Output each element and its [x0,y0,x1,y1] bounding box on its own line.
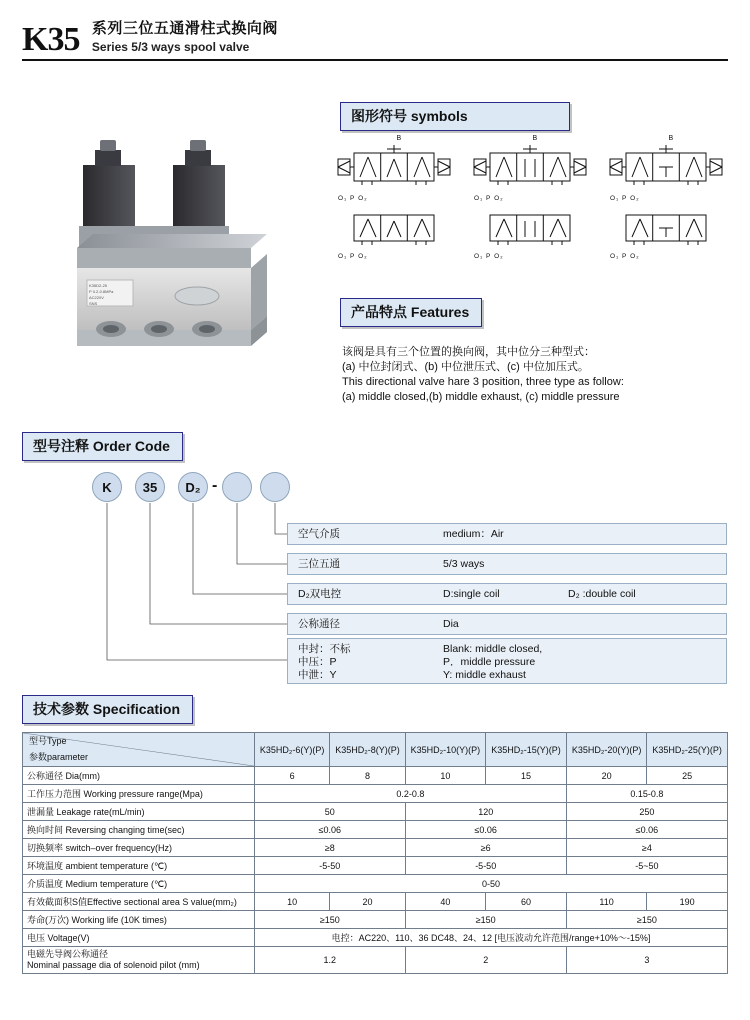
spec-cell: ≤0.06 [255,821,406,839]
spec-cell: ≥150 [405,911,566,929]
spec-cell: 50 [255,803,406,821]
symbol-a1 [332,135,456,202]
header-title-cn: 系列三位五通滑柱式换向阀 [91,20,278,37]
spec-cell: ≥150 [566,911,727,929]
spec-row [23,839,728,857]
symbol-label-b: B [396,135,402,142]
product-photo [55,130,300,360]
order-row-cn-2: 中压：P [298,656,337,668]
spec-cell: 120 [405,803,566,821]
symbol-a2 [468,135,592,202]
spec-column-header: K35HD₂-10(Y)(P) [405,733,486,767]
order-row-cn-3: 中泄：Y [298,669,337,681]
spec-column-header: K35HD₂-15(Y)(P) [486,733,567,767]
order-row-cn: 空气介质 [298,528,340,540]
symbol-label-ports: O₁ P O₂ [610,253,640,260]
order-code-area [22,470,728,681]
spec-row-label: 公称通径 Dia(mm) [23,767,255,785]
order-code-title-en: Order Code [92,438,170,454]
spec-row [23,767,728,785]
spec-cell: 2 [405,947,566,974]
spec-cell: 190 [647,893,728,911]
spec-cell: ≥8 [255,839,406,857]
spec-cell: 1.2 [255,947,406,974]
spec-cell: ≥4 [566,839,727,857]
symbols-row-1 [332,135,732,202]
symbol-a3 [604,135,728,202]
svg-text:AC220V: AC220V [89,295,104,300]
spec-row [23,947,728,974]
features-title-en: Features [410,304,470,320]
spec-row-label: 泄漏量 Leakage rate(mL/min) [23,803,255,821]
order-code-row-ways [287,553,727,575]
spec-row-label: 电压 Voltage(V) [23,929,255,947]
specification-table [22,732,728,974]
spec-cell: -5-50 [405,857,566,875]
spec-cell: ≥150 [255,911,406,929]
order-row-mid: Dia [443,618,459,630]
spec-column-header: K35HD₂-6(Y)(P) [255,733,330,767]
order-code-circle-35: 35 [135,472,165,502]
header-titles [92,20,278,57]
spec-title-en: Specification [92,701,181,717]
spec-row [23,929,728,947]
header-divider [22,59,728,61]
spec-cell: 25 [647,767,728,785]
spec-cell: 电控：AC220、110、36 DC48、24、12 [电压波动允许范围/range+10%～-15%] [255,929,728,947]
spec-row [23,911,728,929]
spec-row-label: 工作压力范围 Working pressure range(Mpa) [23,785,255,803]
order-code-row-medium [287,523,727,545]
features-title-cn: 产品特点 [351,304,407,320]
spec-cell: 40 [405,893,486,911]
features-title [340,298,482,327]
spec-cell: ≤0.06 [566,821,727,839]
svg-text:P 0.2-0.8MPa: P 0.2-0.8MPa [89,289,114,294]
order-row-en-2: P．middle pressure [443,656,536,668]
spec-row [23,893,728,911]
order-row-right: D₂ :double coil [568,588,636,600]
order-code-row-middle-type [287,638,727,684]
spec-row-label: 切换频率 switch–over frequency(Hz) [23,839,255,857]
symbols-grid [332,135,732,260]
symbol-label-ports: O₁ P O₂ [474,253,504,260]
order-code-title-cn: 型号注释 [33,438,89,454]
spec-row-label: 介质温度 Medium temperature (℃) [23,875,255,893]
order-row-mid: medium：Air [443,528,504,540]
svg-text:K35D2-25: K35D2-25 [89,283,108,288]
spec-cell: 10 [405,767,486,785]
symbols-row-2 [332,209,732,260]
order-code-title [22,432,183,461]
spec-cell: 110 [566,893,647,911]
spec-cell: -5~50 [566,857,727,875]
spec-cell: 60 [486,893,567,911]
spec-row-label: 寿命(万次) Working life (10K times) [23,911,255,929]
spec-cell: 0.2-0.8 [255,785,567,803]
features-line-2: (a) 中位封闭式、(b) 中位泄压式、(c) 中位加压式。 [342,361,589,373]
features-text [342,345,732,405]
spec-cell: 0-50 [255,875,728,893]
order-code-row-coil [287,583,727,605]
spec-column-header: K35HD₂-25(Y)(P) [647,733,728,767]
spec-row-label: 换向时间 Reversing changing time(sec) [23,821,255,839]
symbol-b1 [332,209,456,260]
spec-column-header: K35HD₂-8(Y)(P) [330,733,405,767]
spec-row [23,785,728,803]
symbol-b2 [468,209,592,260]
spec-row [23,821,728,839]
spec-cell: ≤0.06 [405,821,566,839]
symbol-b3 [604,209,728,260]
model-name: K35 [22,21,80,58]
order-row-mid: 5/3 ways [443,558,485,570]
spec-row-label: 环境温度 ambient temperature (℃) [23,857,255,875]
spec-column-header: K35HD₂-20(Y)(P) [566,733,647,767]
order-row-en-3: Y: middle exhaust [443,669,526,681]
symbol-label-ports: O₁ P O₂ [338,253,368,260]
order-code-dash: - [212,477,218,494]
spec-row [23,857,728,875]
symbol-label-b: B [532,135,538,142]
order-code-row-dia [287,613,727,635]
spec-row-label: 电磁先导阀公称通径 Nominal passage dia of solenoid pilot (mm) [23,947,255,974]
order-row-cn: 公称通径 [298,618,340,630]
order-code-circle-k: K [92,472,122,502]
spec-cell: 20 [330,893,405,911]
symbols-title [340,102,570,131]
spec-row-label: 有效截面积S值Effective sectional area S value(mm₂) [23,893,255,911]
spec-cell: 20 [566,767,647,785]
spec-cell: 10 [255,893,330,911]
spec-row [23,875,728,893]
spec-cell: 8 [330,767,405,785]
order-row-cn-1: 中封：不标 [298,643,351,655]
svg-text:SNS: SNS [89,301,98,306]
header-title-en: Series 5/3 ways spool valve [91,40,250,54]
spec-row [23,803,728,821]
order-row-mid: D:single coil [443,588,500,600]
order-row-cn: 三位五通 [298,558,340,570]
features-line-4: (a) middle closed,(b) middle exhaust, (c) middle pressure [342,391,620,403]
symbol-label-ports: O₁ P O₂ [474,195,504,202]
spec-cell: 3 [566,947,727,974]
symbols-title-en: symbols [410,108,468,124]
spec-cell: 15 [486,767,567,785]
specification-title [22,695,193,724]
symbol-label-ports: O₁ P O₂ [338,195,368,202]
symbol-label-b: B [668,135,674,142]
symbol-label-ports: O₁ P O₂ [610,195,640,202]
order-code-circle-d2: D₂ [178,472,208,502]
page-header [22,20,728,61]
spec-cell: -5-50 [255,857,406,875]
spec-header-row [23,733,728,767]
spec-header-corner: 型号Type 参数parameter [23,733,255,767]
spec-cell: ≥6 [405,839,566,857]
spec-cell: 250 [566,803,727,821]
symbols-title-cn: 图形符号 [351,108,407,124]
order-row-cn: D₂双电控 [298,588,342,600]
spec-title-cn: 技术参数 [33,701,89,717]
order-row-en-1: Blank: middle closed, [443,643,543,655]
features-line-1: 该阀是具有三个位置的换向阀，其中位分三种型式： [342,346,595,358]
spec-cell: 6 [255,767,330,785]
spec-cell: 0.15-0.8 [566,785,727,803]
features-line-3: This directional valve hare 3 position, three type as follow: [342,376,624,388]
